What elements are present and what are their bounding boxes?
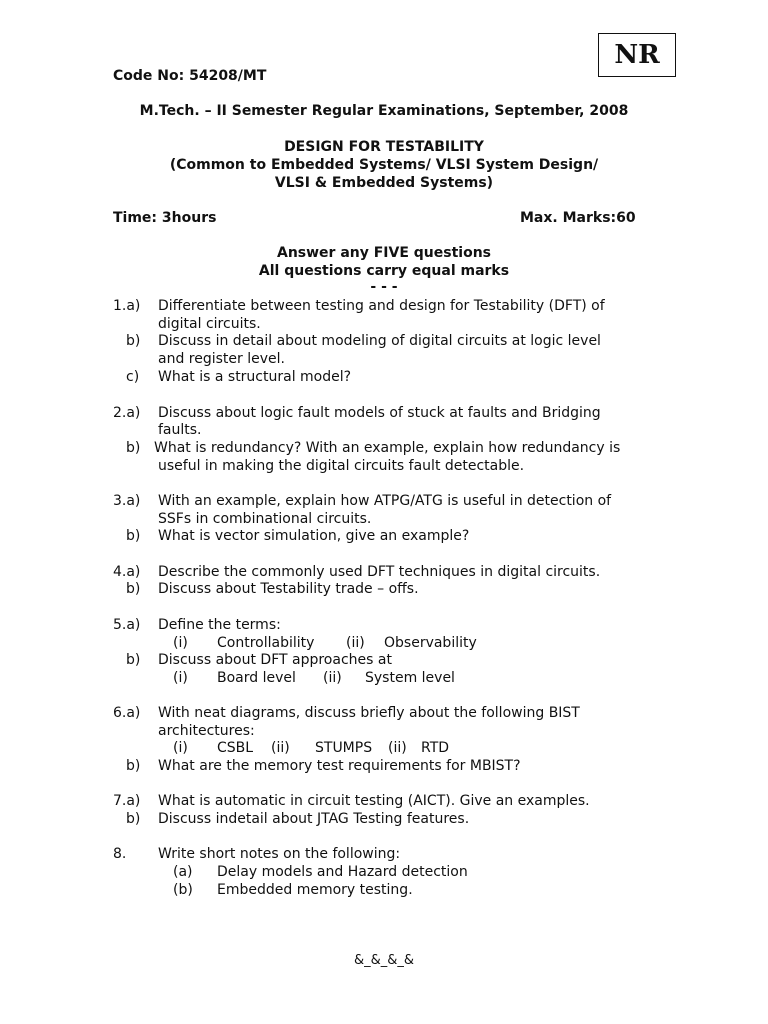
roman-numeral: (ii) — [346, 635, 365, 651]
question-text: architectures: — [158, 723, 255, 739]
roman-numeral: (ii) — [271, 740, 290, 756]
roman-numeral: (i) — [173, 670, 188, 686]
question-text: Write short notes on the following: — [158, 846, 401, 862]
nr-badge: NR — [598, 33, 676, 77]
option-text: Board level — [217, 670, 296, 686]
separator: - - - — [370, 279, 398, 295]
common-line-2: VLSI & Embedded Systems) — [274, 175, 494, 191]
subpart-number: b) — [126, 758, 141, 774]
subpart-number: b) — [126, 528, 141, 544]
code-number: Code No: 54208/MT — [113, 68, 267, 84]
question-text: digital circuits. — [158, 316, 261, 332]
question-text: What is vector simulation, give an example? — [158, 528, 470, 544]
subpart-number: b) — [126, 581, 141, 597]
question-text: Describe the commonly used DFT techniques in digital circuits. — [158, 564, 601, 580]
question-text: What is automatic in circuit testing (AICT). Give an examples. — [158, 793, 590, 809]
exam-title: M.Tech. – II Semester Regular Examinations, September, 2008 — [139, 103, 629, 119]
question-text: What is redundancy? With an example, explain how redundancy is — [154, 440, 621, 456]
question-text: Discuss in detail about modeling of digital circuits at logic level — [158, 333, 601, 349]
question-text: and register level. — [158, 351, 285, 367]
subject-title: DESIGN FOR TESTABILITY — [284, 139, 484, 155]
subpart-number: b) — [126, 652, 141, 668]
question-text: With neat diagrams, discuss briefly about the following BIST — [158, 705, 580, 721]
question-number: 5.a) — [113, 617, 141, 633]
question-text: Define the terms: — [158, 617, 281, 633]
question-text: Discuss about logic fault models of stuck at faults and Bridging — [158, 405, 601, 421]
option-text: CSBL — [217, 740, 254, 756]
question-text: Discuss indetail about JTAG Testing features. — [158, 811, 470, 827]
time-label: Time: 3hours — [113, 210, 217, 226]
roman-numeral: (i) — [173, 635, 188, 651]
roman-numeral: (i) — [173, 740, 188, 756]
option-text: System level — [365, 670, 455, 686]
subpart-number: c) — [126, 369, 140, 385]
option-text: Observability — [384, 635, 477, 651]
option-text: Embedded memory testing. — [217, 882, 413, 898]
question-text: What is a structural model? — [158, 369, 352, 385]
option-text: STUMPS — [315, 740, 373, 756]
question-number: 6.a) — [113, 705, 141, 721]
question-number: 7.a) — [113, 793, 141, 809]
option-letter: (a) — [173, 864, 193, 880]
option-text: Controllability — [217, 635, 315, 651]
subpart-number: b) — [126, 811, 141, 827]
option-letter: (b) — [173, 882, 193, 898]
instruction-1: Answer any FIVE questions — [276, 245, 492, 261]
question-number: 1.a) — [113, 298, 141, 314]
question-text: What are the memory test requirements for MBIST? — [158, 758, 521, 774]
common-line-1: (Common to Embedded Systems/ VLSI System Design/ — [169, 157, 599, 173]
question-text: Differentiate between testing and design for Testability (DFT) of — [158, 298, 605, 314]
roman-numeral: (ii) — [388, 740, 407, 756]
subpart-number: b) — [126, 333, 141, 349]
footer-marker: &_&_&_& — [353, 953, 415, 968]
question-text: With an example, explain how ATPG/ATG is useful in detection of — [158, 493, 612, 509]
question-text: faults. — [158, 422, 202, 438]
question-number: 4.a) — [113, 564, 141, 580]
question-text: Discuss about Testability trade – offs. — [158, 581, 419, 597]
roman-numeral: (ii) — [323, 670, 342, 686]
instruction-2: All questions carry equal marks — [258, 263, 510, 279]
max-marks-label: Max. Marks:60 — [520, 210, 636, 226]
subpart-number: b) — [126, 440, 141, 456]
option-text: RTD — [421, 740, 450, 756]
question-text: SSFs in combinational circuits. — [158, 511, 372, 527]
question-number: 2.a) — [113, 405, 141, 421]
question-text: useful in making the digital circuits fault detectable. — [158, 458, 525, 474]
question-number: 8. — [113, 846, 127, 862]
question-number: 3.a) — [113, 493, 141, 509]
option-text: Delay models and Hazard detection — [217, 864, 468, 880]
question-text: Discuss about DFT approaches at — [158, 652, 392, 668]
